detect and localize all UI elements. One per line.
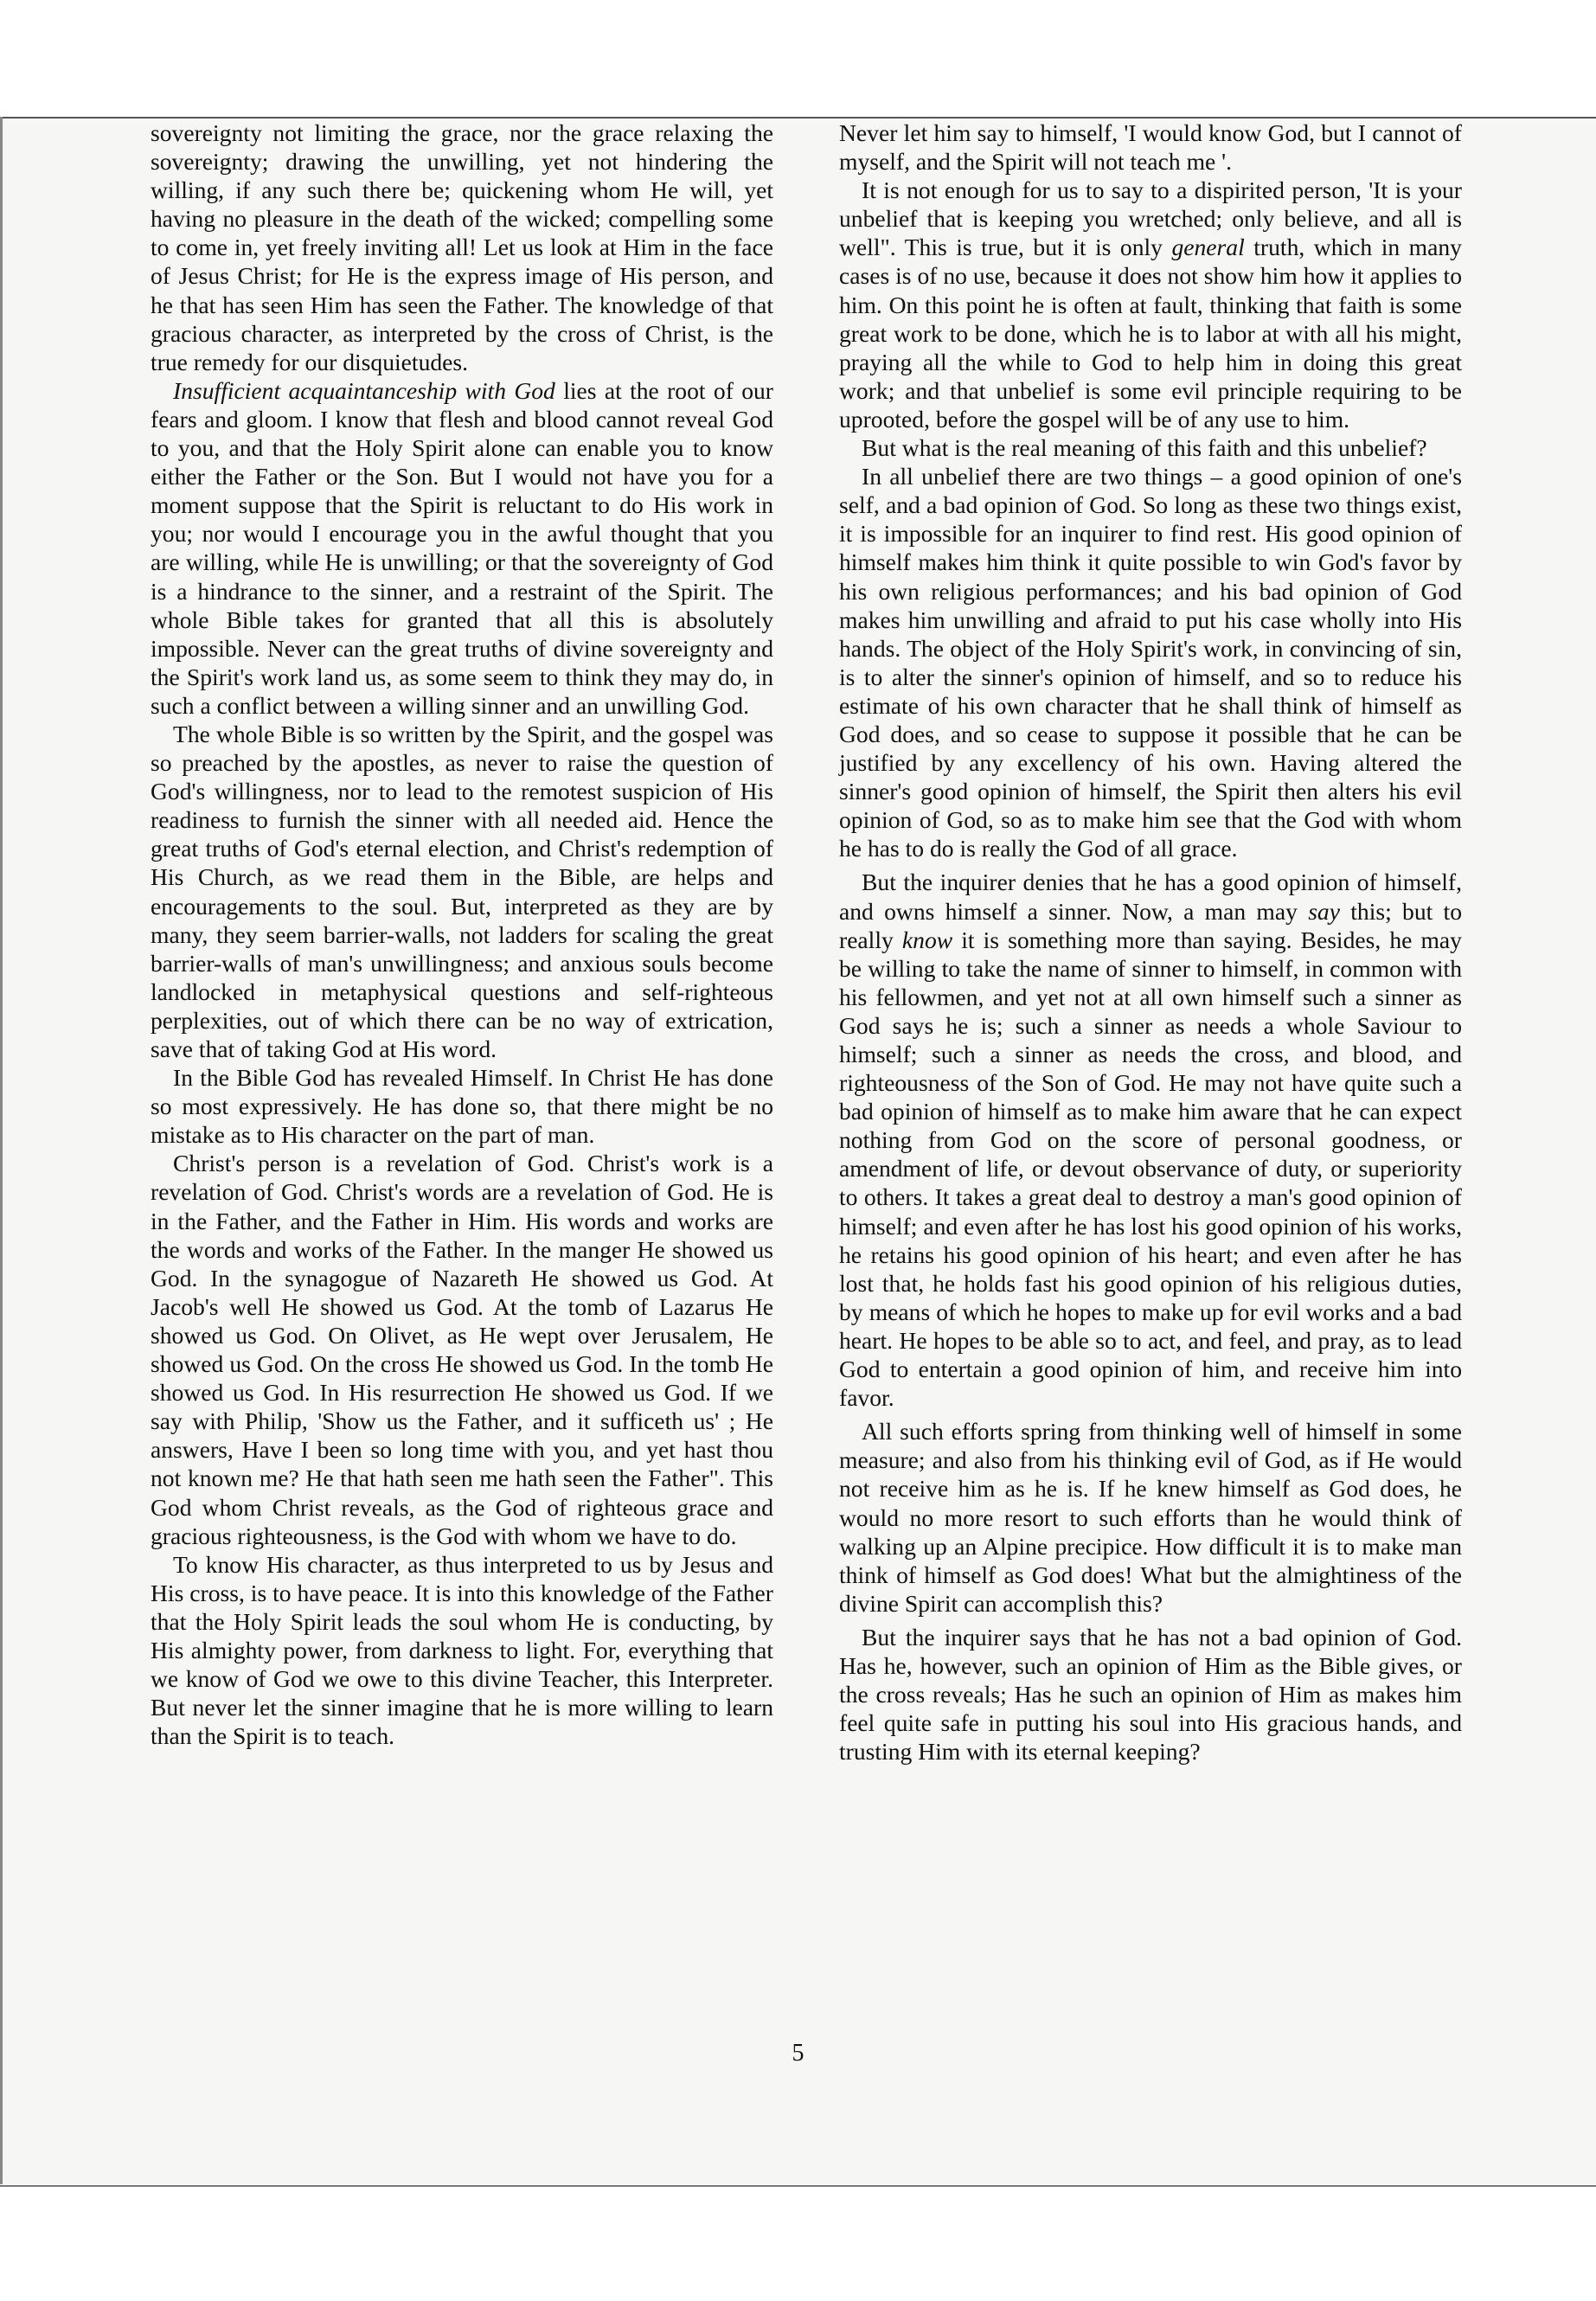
paragraph xyxy=(839,868,1462,1412)
italic-lead: Insufficient acquaintanceship with God xyxy=(173,376,555,404)
page-number: 5 xyxy=(792,2040,804,2067)
italic-word: know xyxy=(901,926,953,953)
paragraph: To know His character, as thus interpreted to us by Jesus and His cross, is to have peace. It is into this knowledge of the Father that the Holy Spirit leads the soul whom He is conducting, by His almighty power, from darkness to light. For, everything that we know of God we owe to this divine Teacher, this Interpreter. But never let the sinner imagine that he is more willing to learn than the Spirit is to teach. xyxy=(151,1550,773,1750)
paragraph: Never let him say to himself, 'I would know God, but I cannot of myself, and the Spirit will not teach me '. xyxy=(839,119,1462,176)
paragraph-text: this; but to really xyxy=(839,897,1462,953)
right-column xyxy=(839,119,1462,1766)
paragraph: Christ's person is a revelation of God. Christ's work is a revelation of God. Christ's words are a revelation of God. He is in the Father, and the Father in Him. His words and works are the words and works of the Father. In the manger He showed us God. In the synagogue of Nazareth He showed us God. At Jacob's well He showed us God. At the tomb of Lazarus He showed us God. On Olivet, as He wept over Jerusalem, He showed us God. On the cross He showed us God. In the tomb He showed us God. In His resurrection He showed us God. If we say with Philip, 'Show us the Father, and it sufficeth us' ; He answers, Have I been so long time with you, and yet hast thou not known me? He that hath seen me hath seen the Father". This God whom Christ reveals, as the God of righteous grace and gracious righteousness, is the God with whom we have to do. xyxy=(151,1150,773,1549)
paragraph-text: truth, which in many cases is of no use, because it does not show him how it applies to him. On this point he is often at fault, thinking that faith is some great work to be done, which he is to labor at with all his might, praying all the while to God to help him in doing this great work; and that unbelief is some evil principle requiring to be uprooted, before the gospel will be of any use to him. xyxy=(839,234,1462,433)
paragraph: The whole Bible is so written by the Spirit, and the gospel was so preached by the apostles, as never to raise the question of God's willingness, nor to lead to the remotest suspicion of His readiness to furnish the sinner with all needed aid. Hence the great truths of God's eternal election, and Christ's redemption of His Church, as we read them in the Bible, are helps and encouragements to the soul. But, interpreted as they are by many, they seem barrier-walls, not ladders for scaling the great barrier-walls of man's unwillingness; and anxious souls become landlocked in metaphysical questions and self-righteous perplexities, out of which there can be no way of extrication, save that of taking God at His word. xyxy=(151,720,773,1062)
paragraph-text: it is something more than saying. Besides, he may be willing to take the name of sinner to himself, in common with his fellowmen, and yet not at all own himself such a sinner as God says he is; such a sinner as needs a whole Saviour to himself; such a sinner as needs the cross, and blood, and righteousness of the Son of God. He may not have quite such a bad opinion of himself as to make him aware that he can expect nothing from God on the score of personal goodness, or amendment of life, or devout observance of duty, or superiority to others. It takes a great deal to destroy a man's good opinion of himself; and even after he has lost his good opinion of his works, he retains his good opinion of his heart; and even after he has lost that, he holds fast his good opinion of his religious duties, by means of which he hopes to make up for evil works and a bad heart. He hopes to be able so to act, and feel, and pray, as to lead God to entertain a good opinion of him, and receive him into favor. xyxy=(839,926,1462,1412)
scan-top-margin xyxy=(0,0,1596,119)
paragraph: All such efforts spring from thinking well of himself in some measure; and also from his thinking evil of God, as if He would not receive him as he is. If he knew himself as God does, he would no more resort to such efforts than he would think of walking up an Alpine precipice. How difficult it is to make man think of himself as God does! What but the almightiness of the divine Spirit can accomplish this? xyxy=(839,1418,1462,1617)
paragraph: In all unbelief there are two things – a good opinion of one's self, and a bad opinion of God. So long as these two things exist, it is impossible for an inquirer to find rest. His good opinion of himself makes him think it quite possible to win God's favor by his own religious performances; and his bad opinion of God makes him unwilling and afraid to put his case wholly into His hands. The object of the Holy Spirit's work, in convincing of sin, is to alter the sinner's opinion of himself, and so to reduce his estimate of his own character that he shall think of himself as God does, and so cease to suppose it possible that he can be justified by any excellency of his own. Having altered the sinner's good opinion of himself, the Spirit then alters his evil opinion of God, so as to make him see that the God with whom he has to do is really the God of all grace. xyxy=(839,463,1462,862)
italic-word: general xyxy=(1171,234,1245,261)
paragraph-text: It is not enough for us to say to a dispirited person, 'It is your unbelief that is keeping you wretched; only believe, and all is well". This is true, but it is only xyxy=(839,176,1462,261)
italic-word: say xyxy=(1308,897,1340,925)
paragraph-text: lies at the root of our fears and gloom. I know that flesh and blood cannot reveal God to you, and that the Holy Spirit alone can enable you to know either the Father or the Son. But I would not have you for a moment suppose that the Spirit is reluctant to do His work in you; nor would I encourage you in the awful thought that you are willing, while He is unwilling; or that the sovereignty of God is a hindrance to the sinner, and a restraint of the Spirit. The whole Bible takes for granted that all this is absolutely impossible. Never can the great truths of divine sovereignty and the Spirit's work land us, as some seem to think they may do, in such a conflict between a willing sinner and an unwilling God. xyxy=(151,376,773,719)
left-column xyxy=(151,119,773,1750)
paragraph: But the inquirer says that he has not a bad opinion of God. Has he, however, such an opinion of Him as the Bible gives, or the cross reveals; Has he such an opinion of Him as makes him feel quite safe in putting his soul into His gracious hands, and trusting Him with its eternal keeping? xyxy=(839,1623,1462,1766)
paragraph: But what is the real meaning of this faith and this unbelief? xyxy=(862,434,1427,462)
scan-left-edge xyxy=(0,117,3,2184)
paragraph xyxy=(151,376,773,720)
paragraph-text: But the inquirer denies that he has a good opinion of himself, and owns himself a sinner. Now, a man may xyxy=(839,868,1462,925)
paragraph: In the Bible God has revealed Himself. In Christ He has done so most expressively. He has done so, that there might be no mistake as to His character on the part of man. xyxy=(151,1064,773,1149)
scan-bottom-edge xyxy=(0,2185,1596,2187)
paragraph: sovereignty not limiting the grace, nor the grace relaxing the sovereignty; drawing the unwilling, yet not hindering the willing, if any such there be; quickening whom He will, yet having no pleasure in the death of the wicked; compelling some to come in, yet freely inviting all! Let us look at Him in the face of Jesus Christ; for He is the express image of His person, and he that has seen Him has seen the Father. The knowledge of that gracious character, as interpreted by the cross of Christ, is the true remedy for our disquietudes. xyxy=(151,119,773,375)
paragraph xyxy=(839,176,1462,433)
